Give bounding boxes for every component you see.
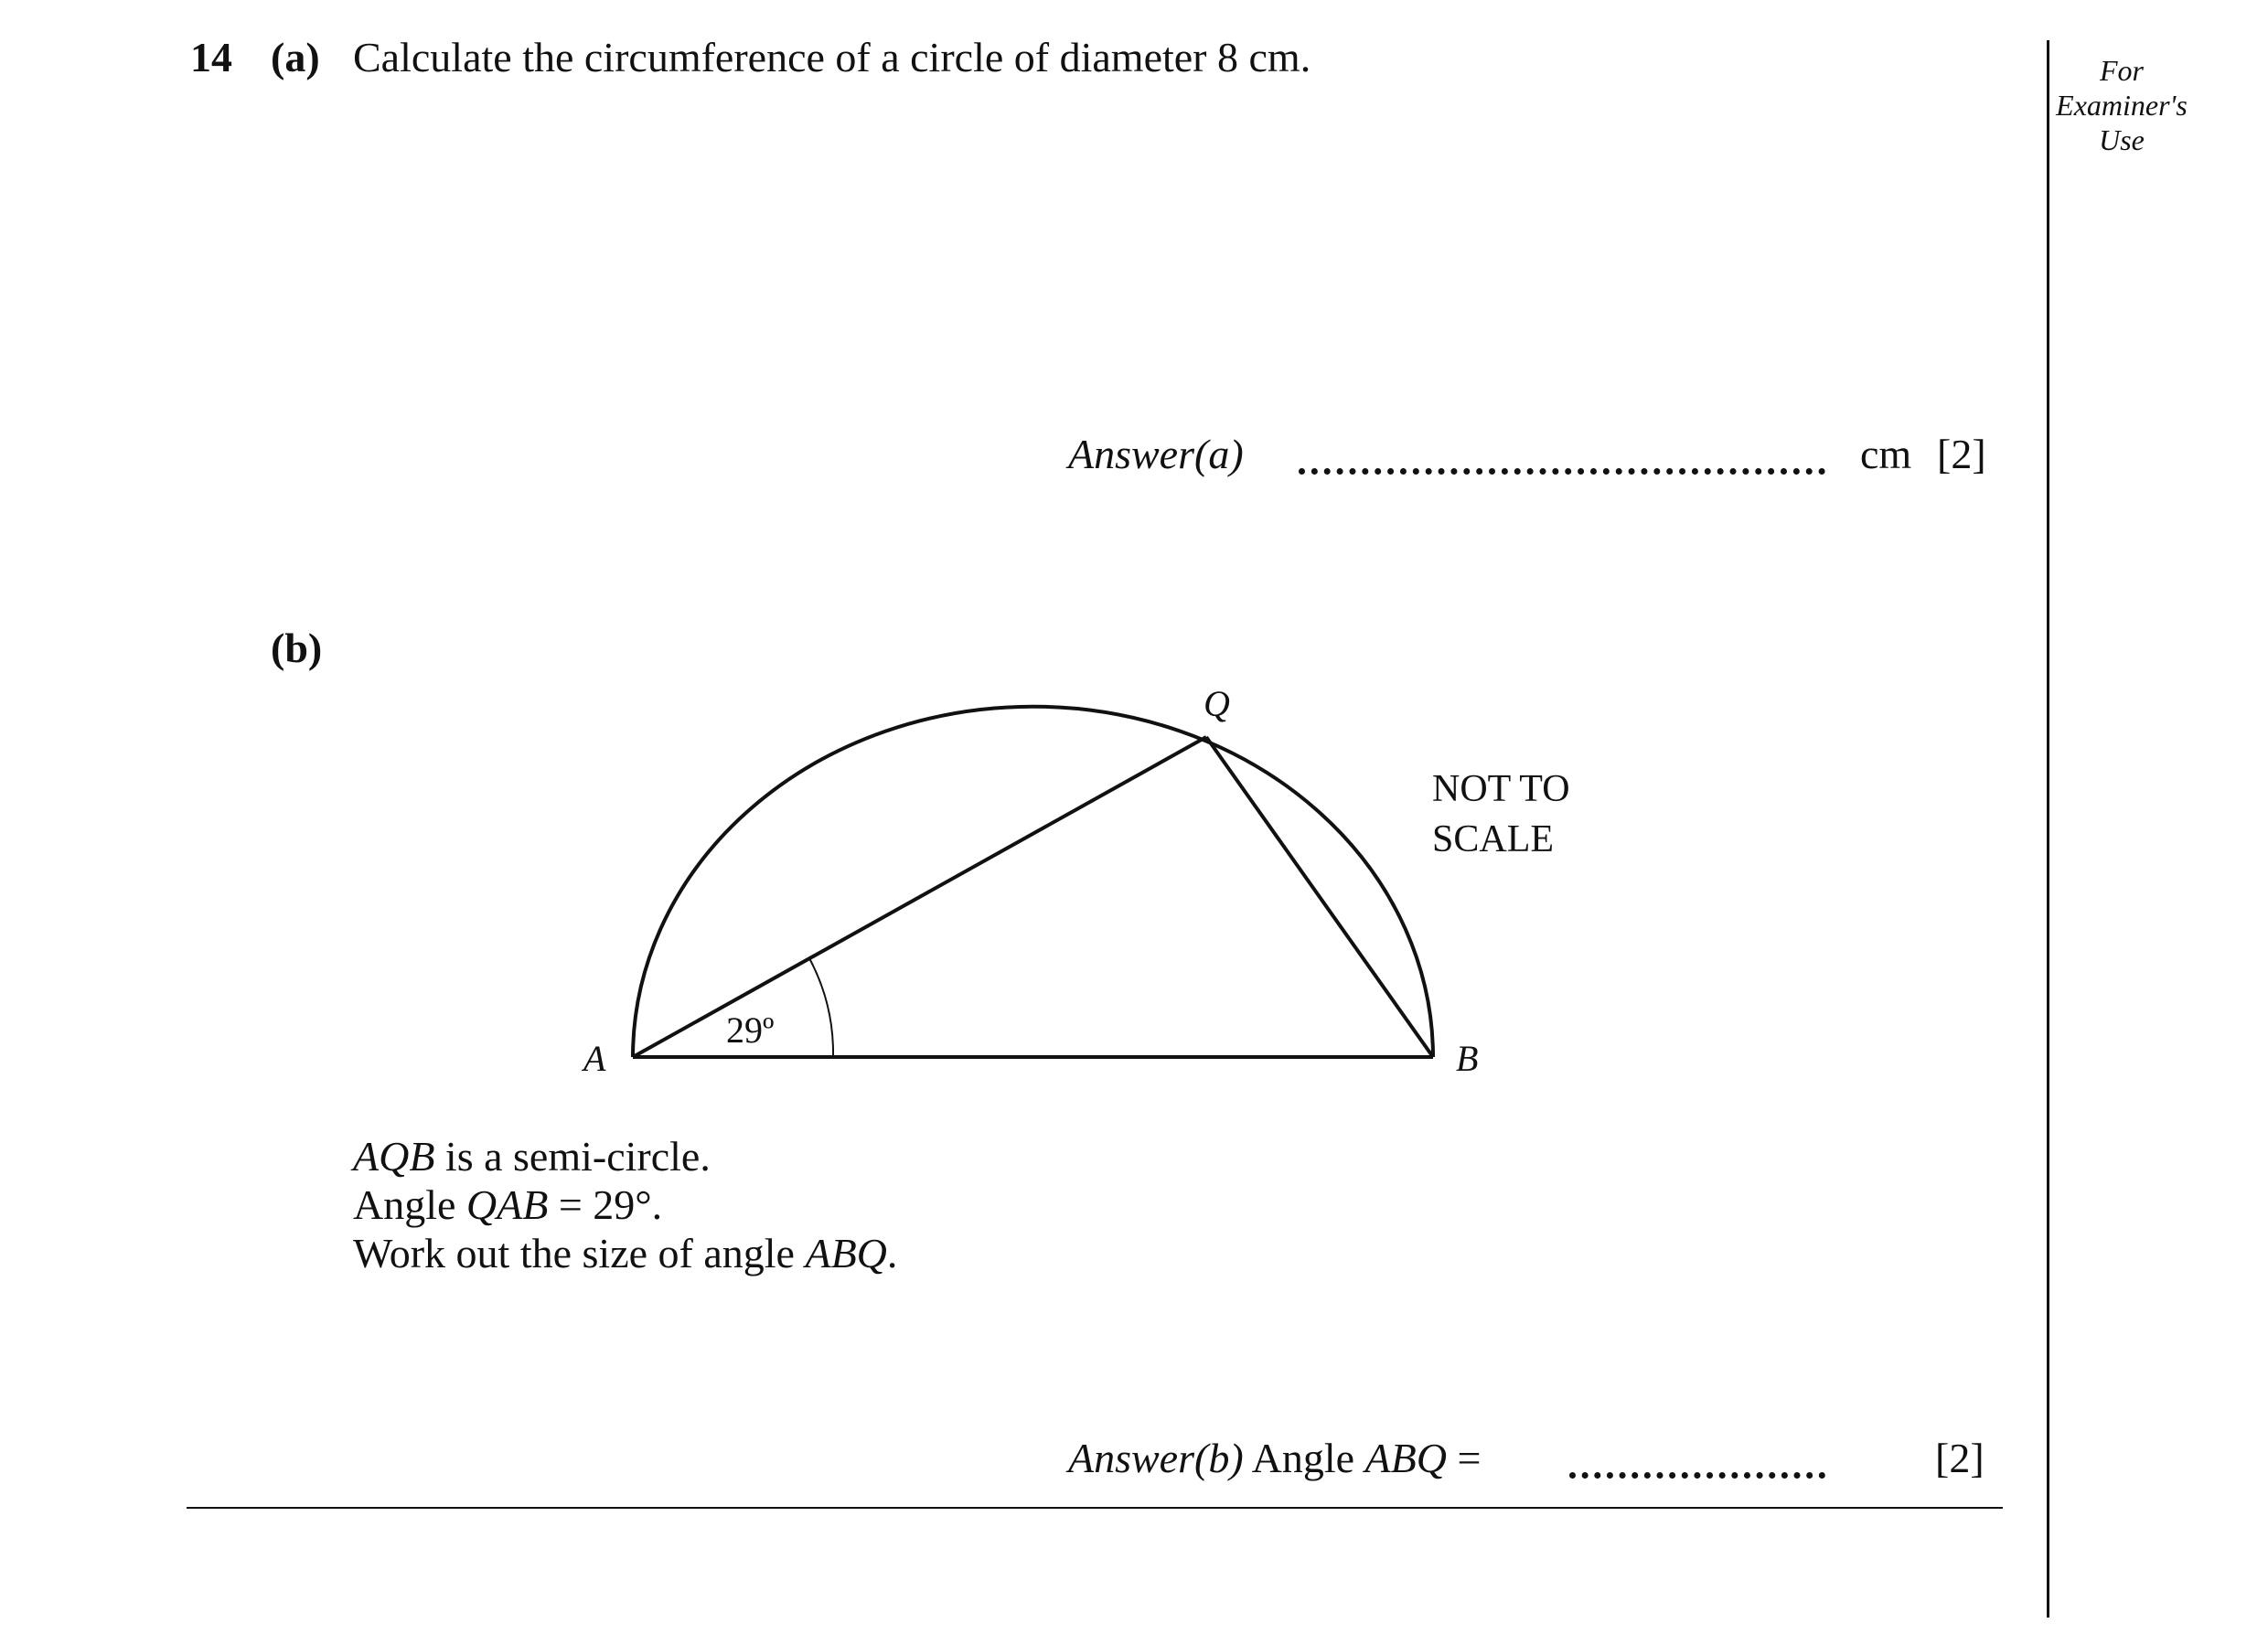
semicircle-name: AQB xyxy=(353,1133,435,1180)
question-end-rule xyxy=(187,1507,2003,1509)
answer-b-label-eq: = xyxy=(1446,1435,1482,1481)
line3-end: . xyxy=(886,1230,898,1276)
point-label-q: Q xyxy=(1204,683,1230,724)
answer-b-label-text: Angle xyxy=(1243,1435,1365,1481)
answer-b-label-prefix: Answer(b) xyxy=(1068,1435,1244,1481)
part-b-statement-line1 xyxy=(353,1132,711,1180)
part-b-label: (b) xyxy=(271,625,323,671)
chord-qb xyxy=(1206,737,1433,1057)
question-number: 14 xyxy=(190,34,232,80)
examiner-label-line2: Examiner's xyxy=(2056,89,2188,122)
answer-a-marks: [2] xyxy=(1937,431,1986,477)
line1-text: is a semi-circle. xyxy=(434,1133,711,1180)
line3-start: Work out the size of angle xyxy=(353,1230,806,1276)
answer-b-label xyxy=(1068,1437,1481,1479)
line2-rest: = 29°. xyxy=(548,1181,663,1228)
angle-label: 29º xyxy=(726,1009,775,1051)
examiner-label-line3: Use xyxy=(2099,123,2145,156)
examiner-use-label xyxy=(2049,53,2195,157)
answer-b-marks: [2] xyxy=(1935,1435,1984,1481)
not-to-scale-line1: NOT TO xyxy=(1432,768,1570,810)
chord-aq xyxy=(633,737,1206,1057)
answer-b-dotted-line[interactable] xyxy=(1569,1472,1825,1479)
answer-b-label-angle: ABQ xyxy=(1364,1435,1447,1481)
part-a-label: (a) xyxy=(271,34,320,80)
point-label-a: A xyxy=(583,1038,606,1079)
part-b-statement-line3 xyxy=(353,1229,897,1277)
part-a-question-text: Calculate the circumference of a circle of diameter 8 cm. xyxy=(353,34,1311,80)
angle-qab-name: QAB xyxy=(465,1181,549,1228)
examiner-margin-rule xyxy=(2047,40,2049,1618)
point-label-b: B xyxy=(1456,1038,1479,1079)
answer-a-label: Answer(a) xyxy=(1068,431,1244,477)
examiner-label-line1: For xyxy=(2100,54,2144,87)
semicircle-arc xyxy=(633,707,1433,1057)
angle-abq-name: ABQ xyxy=(805,1230,887,1276)
part-b-statement-line2 xyxy=(353,1180,662,1229)
not-to-scale-line2: SCALE xyxy=(1432,818,1555,860)
answer-a-unit: cm xyxy=(1860,431,1912,477)
line2-start: Angle xyxy=(353,1181,466,1228)
angle-arc xyxy=(809,958,833,1057)
